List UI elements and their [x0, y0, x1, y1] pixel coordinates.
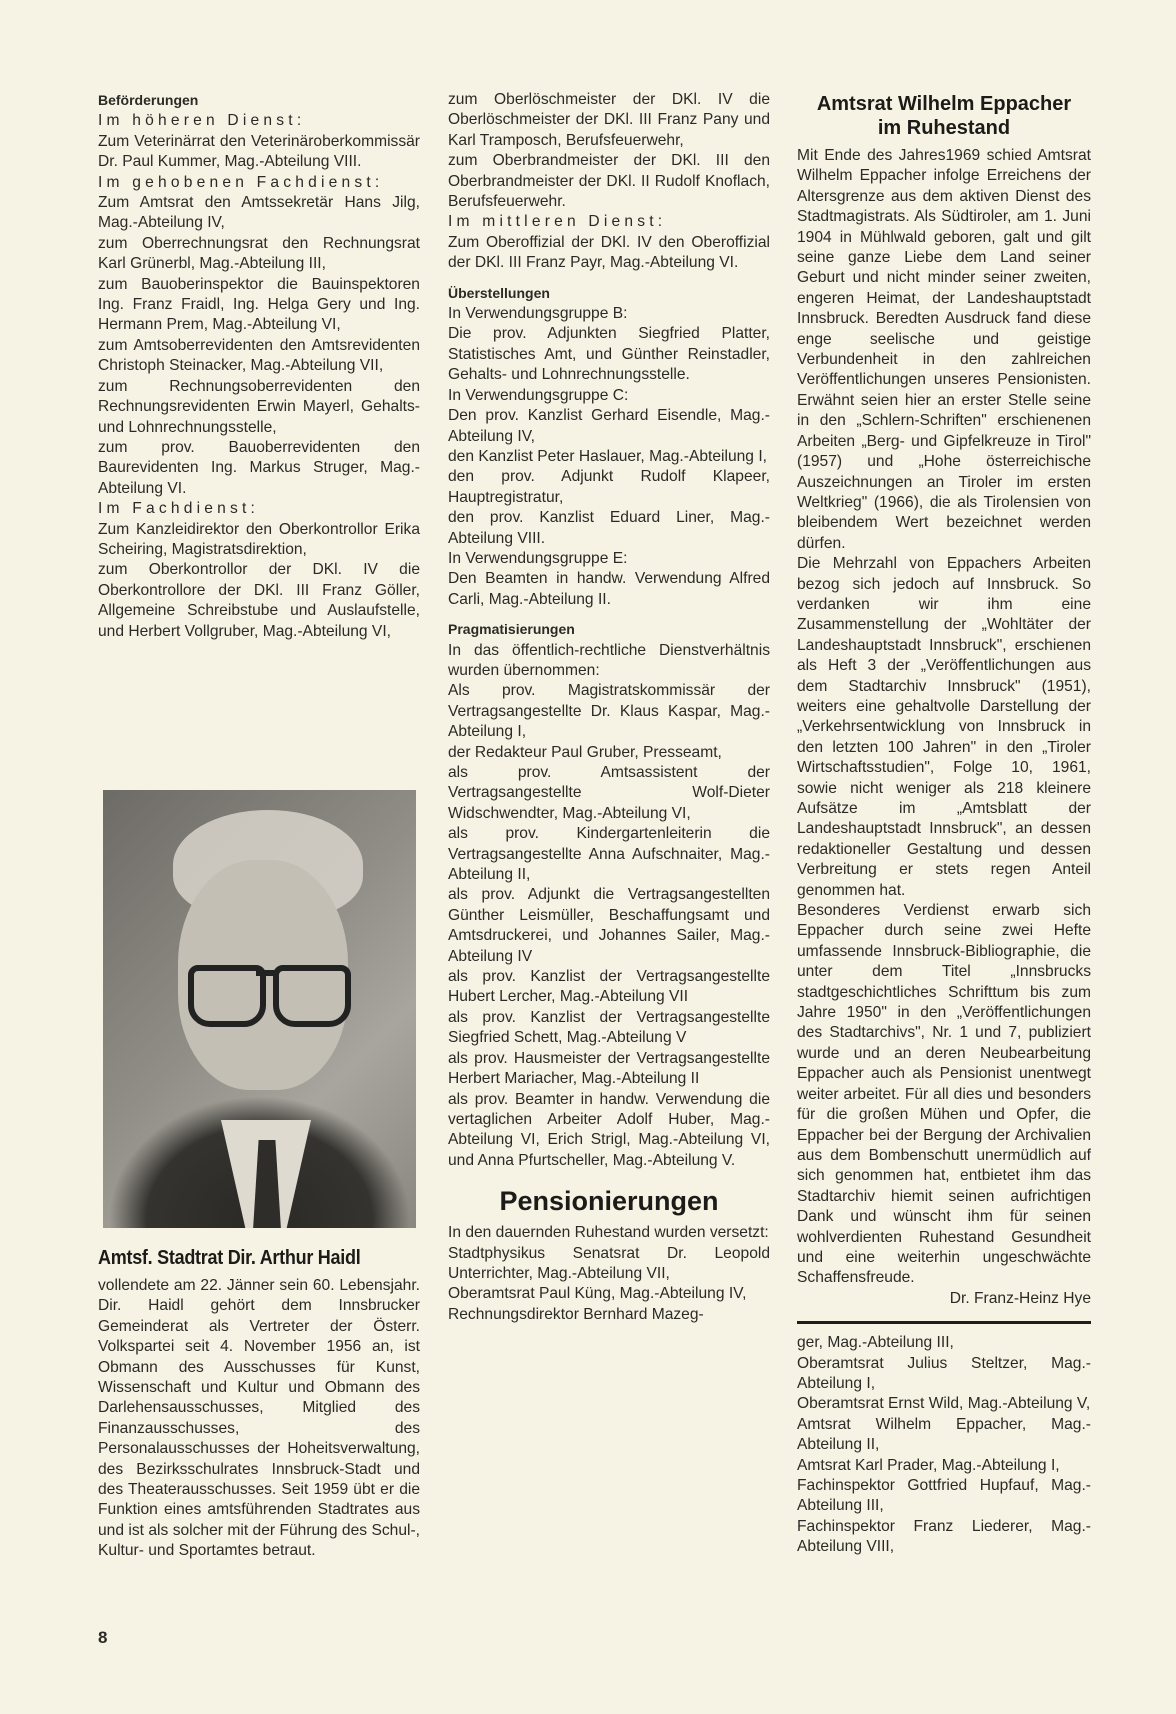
- list-item: Amtsrat Karl Prader, Mag.-Abteilung I,: [797, 1456, 1060, 1474]
- list-item: In das öffentlich-rechtliche Dienstverhältnis wurden übernommen:: [448, 641, 770, 679]
- section-title-befoerderungen: Beförderungen: [98, 92, 199, 108]
- photo-caption: Amtsf. Stadtrat Dir. Arthur Haidl: [98, 1247, 361, 1269]
- photo-glasses-bridge: [256, 970, 274, 976]
- article-signoff: [797, 1289, 1091, 1309]
- list-item: Oberamtsrat Paul Küng, Mag.-Abteilung IV,: [448, 1285, 747, 1303]
- list-item: als prov. Hausmeister der Vertragsangestellte Herbert Mariacher, Mag.-Abteilung II: [448, 1049, 770, 1088]
- list-item: Als prov. Magistratskommissär der Vertragsangestellte Dr. Klaus Kaspar, Mag.-Abteilung I,: [448, 682, 770, 741]
- list-item: Zum Amtsrat den Amtssekretär Hans Jilg, Mag.-Abteilung IV,: [98, 194, 420, 232]
- portrait-photo: [103, 790, 416, 1228]
- section-title-ueberstellungen: Überstellungen: [448, 284, 550, 301]
- list-item: den prov. Adjunkt Rudolf Klapeer, Hauptregistratur,: [448, 468, 770, 506]
- intro-list: [448, 90, 770, 274]
- photo-glasses-left: [188, 965, 266, 1027]
- list-item: zum Bauoberinspektor die Bauinspektoren Ing. Franz Fraidl, Ing. Helga Gery und Ing. Hermann Prem, Mag.-Abteilung VI,: [98, 275, 420, 334]
- list-item: zum prov. Bauoberrevidenten den Baurevidenten Ing. Markus Struger, Mag.-Abteilung VI.: [98, 438, 420, 497]
- list-item: Zum Kanzleidirektor den Oberkontrollor Erika Scheiring, Magistratsdirektion,: [98, 520, 420, 558]
- list-item: In Verwendungsgruppe B:: [448, 305, 628, 323]
- list-item: als prov. Beamter in handw. Verwendung die vertaglichen Arbeiter Adolf Huber, Mag.-Abteilung VI, Erich Strigl, Mag.-Abteilung VI, und Anna Pfurtscheller, Mag.-Abteilung V.: [448, 1090, 770, 1169]
- list-item: ger, Mag.-Abteilung III,: [797, 1334, 954, 1352]
- subsection-label: Im mittleren Dienst:: [448, 213, 667, 231]
- list-item: Stadtphysikus Senatsrat Dr. Leopold Unterrichter, Mag.-Abteilung VII,: [448, 1244, 770, 1282]
- list-item: als prov. Kanzlist der Vertragsangestellte Hubert Lercher, Mag.-Abteilung VII: [448, 968, 770, 1006]
- bio-paragraph: vollendete am 22. Jänner sein 60. Lebensjahr. Dir. Haidl gehört dem Innsbrucker Gemeinderat als Vertreter der Österr. Volkspartei seit 4. November 1956 an, ist Obmann des Ausschusses für Kunst, Wissenschaft und Kultur und Obmann des Darlehensausschusses, Mitglied des Finanzausschusses, des Personalausschusses der Hoheitsverwaltung, des Bezirksschulrates Innsbruck-Stadt und des Theaterausschusses. Seit 1959 übt er die Funktion eines amtsführenden Stadtrates aus und ist als solcher mit der Führung des Schul-, Kultur- und Sportamtes betraut.: [98, 1277, 420, 1560]
- list-item: zum Oberlöschmeister der DKl. IV die Oberlöschmeister der DKl. III Franz Pany und Karl Tramposch, Berufsfeuerwehr,: [448, 91, 770, 149]
- list-item: Den prov. Kanzlist Gerhard Eisendle, Mag.-Abteilung IV,: [448, 407, 770, 445]
- bio-text: [98, 1276, 420, 1562]
- article-paragraph: Die Mehrzahl von Eppachers Arbeiten bezog sich jedoch auf Innsbruck. So verdanken wir ihm eine Zusammenstellung der „Wohltäter der Landeshauptstadt Innsbruck", erschienen als Heft 3 der „Veröffentlichungen aus dem Stadtarchiv Innsbruck" (1951), weiters eine gehaltvolle Darstellung der „Verkehrsentwicklung von Innsbruck in den letzten 100 Jahren" in den „Tiroler Wirtschaftsstudien", Folge 10, 1961, sowie nicht weniger als 218 kleinere Aufsätze im „Amtsblatt der Landeshauptstadt Innsbruck", an dessen redaktioneller Gestaltung und dessen Verbreitung er stets regen Anteil genommen hat.: [797, 555, 1091, 899]
- list-item: Die prov. Adjunkten Siegfried Platter, Statistisches Amt, und Günther Reinstadler, Gehalts- und Lohnrechnungsstelle.: [448, 325, 770, 384]
- list-item: als prov. Kanzlist der Vertragsangestellte Siegfried Schett, Mag.-Abteilung V: [448, 1008, 770, 1047]
- column-eppacher-article: [797, 92, 1091, 1558]
- article-paragraph: Mit Ende des Jahres1969 schied Amtsrat Wilhelm Eppacher infolge Erreichens der Altersgrenze aus dem aktiven Dienst des Stadtmagistrats. Als Südtiroler, am 1. Juni 1904 in Mühlwald geboren, galt und gilt seine ganze Liebe dem Land seiner Geburt und nicht minder seiner zweiten, engeren Heimat, der Landeshauptstadt Innsbruck. Beredten Ausdruck fand diese enge seelische und geistige Verbundenheit in den zahlreichen Veröffentlichungen unseres Pensionisten. Erwähnt seien hier an erster Stelle seine in den „Schlern-Schriften" erschienenen Arbeiten „Berg- und Gipfelkreuze in Tirol" (1957) und „Hohe österreichische Auszeichnungen an Tiroler im ersten Weltkrieg" (1966), die als Tirolensien von bleibendem Wert bezeichnet werden dürfen.: [797, 147, 1091, 552]
- list-item: In Verwendungsgruppe C:: [448, 386, 629, 404]
- divider-rule: [797, 1321, 1091, 1324]
- list-item: zum Amtsoberrevidenten den Amtsrevidenten Christoph Steinacker, Mag.-Abteilung VII,: [98, 336, 420, 375]
- article-author: Dr. Franz-Heinz Hye: [949, 1289, 1091, 1307]
- column-befoerderungen: [98, 90, 420, 642]
- list-item: Oberamtsrat Ernst Wild, Mag.-Abteilung V,: [797, 1395, 1091, 1413]
- subsection-label: Im Fachdienst:: [98, 500, 260, 518]
- photo-glasses-right: [273, 965, 351, 1027]
- subsection-label: Im gehobenen Fachdienst:: [98, 173, 384, 191]
- list-item: Amtsrat Wilhelm Eppacher, Mag.-Abteilung II,: [797, 1415, 1091, 1454]
- list-item: zum Oberrechnungsrat den Rechnungsrat Karl Grünerbl, Mag.-Abteilung III,: [98, 234, 420, 273]
- subsection-label: Im höheren Dienst:: [98, 112, 306, 130]
- list-item: als prov. Amtsassistent der Vertragsangestellte Wolf-Dieter Widschwendter, Mag.-Abteilung VI,: [448, 764, 770, 822]
- list-item: den Kanzlist Peter Haslauer, Mag.-Abteilung I,: [448, 447, 767, 465]
- list-item: Fachinspektor Franz Liederer, Mag.-Abteilung VIII,: [797, 1517, 1091, 1556]
- page-number: 8: [98, 1628, 108, 1647]
- article-title: [797, 92, 1091, 140]
- section-title-pragmatisierungen: Pragmatisierungen: [448, 621, 575, 638]
- befoerderungen-list: [98, 111, 420, 642]
- list-item: Oberamtsrat Julius Steltzer, Mag.-Abteilung I,: [797, 1354, 1091, 1392]
- pensionierungen-continuation: [797, 1333, 1091, 1557]
- list-item: den prov. Kanzlist Eduard Liner, Mag.-Abteilung VIII.: [448, 509, 770, 547]
- list-item: Rechnungsdirektor Bernhard Mazeg-: [448, 1305, 704, 1323]
- column-middle: [448, 90, 770, 1325]
- list-item: als prov. Adjunkt die Vertragsangestellten Günther Leismüller, Beschaffungsamt und Amtsdruckerei, und Johannes Sailer, Mag.-Abteilung IV: [448, 886, 770, 965]
- article-paragraph: Besonderes Verdienst erwarb sich Eppacher durch seine zwei Hefte umfassende Innsbruck-Bibliographie, die unter dem Titel „Innsbrucks stadtgeschichtliches Schrifttum bis zum Jahre 1950" in den „Veröffentlichungen des Stadtarchivs", Nr. 1 und 7, publiziert wurde und an deren Neubearbeitung Eppacher auch als Pensionist unentwegt weiter arbeitet. Für all dies und besonders für die großen Mühen und Opfer, die Eppacher bei der Bergung der Archivalien aus dem Bombenschutt unermüdlich auf sich genommen hat, entbietet ihm das Stadtarchiv hiemit seinen aufrichtigen Dank und wünscht ihm für seinen wohlverdienten Ruhestand Gesundheit und eine weiterhin ungeschwächte Schaffensfreude.: [797, 902, 1091, 1287]
- list-item: Fachinspektor Gottfried Hupfauf, Mag.-Abteilung III,: [797, 1477, 1091, 1515]
- list-item: zum Oberkontrollor der DKl. IV die Oberkontrollore der DKl. III Franz Göller, Allgemeine Schreibstube und Auslaufstelle, und Herbert Vollgruber, Mag.-Abteilung VI,: [98, 561, 420, 640]
- pragmatisierungen-list: [448, 641, 770, 1172]
- list-item: zum Rechnungsoberrevidenten den Rechnungsrevidenten Erwin Mayerl, Gehalts- und Lohnrechnungsstelle,: [98, 377, 420, 436]
- list-item: In den dauernden Ruhestand wurden versetzt:: [448, 1224, 769, 1242]
- article-title-line2: im Ruhestand: [877, 117, 1011, 139]
- pensionierungen-list: [448, 1223, 770, 1325]
- list-item: Den Beamten in handw. Verwendung Alfred Carli, Mag.-Abteilung II.: [448, 570, 770, 608]
- list-item: Zum Veterinärrat den Veterinäroberkommissär Dr. Paul Kummer, Mag.-Abteilung VIII.: [98, 132, 420, 171]
- list-item: als prov. Kindergartenleiterin die Vertragsangestellte Anna Aufschnaiter, Mag.-Abteilung II,: [448, 825, 770, 884]
- list-item: der Redakteur Paul Gruber, Presseamt,: [448, 743, 722, 761]
- list-item: In Verwendungsgruppe E:: [448, 549, 628, 567]
- section-title-pensionierungen: Pensionierungen: [499, 1186, 719, 1217]
- article-title-line1: Amtsrat Wilhelm Eppacher: [816, 93, 1072, 115]
- list-item: zum Oberbrandmeister der DKl. III den Oberbrandmeister der DKl. II Rudolf Knoflach, Berufsfeuerwehr.: [448, 152, 770, 211]
- ueberstellungen-list: [448, 304, 770, 610]
- list-item: Zum Oberoffizial der DKl. IV den Oberoffizial der DKl. III Franz Payr, Mag.-Abteilung VI.: [448, 233, 770, 272]
